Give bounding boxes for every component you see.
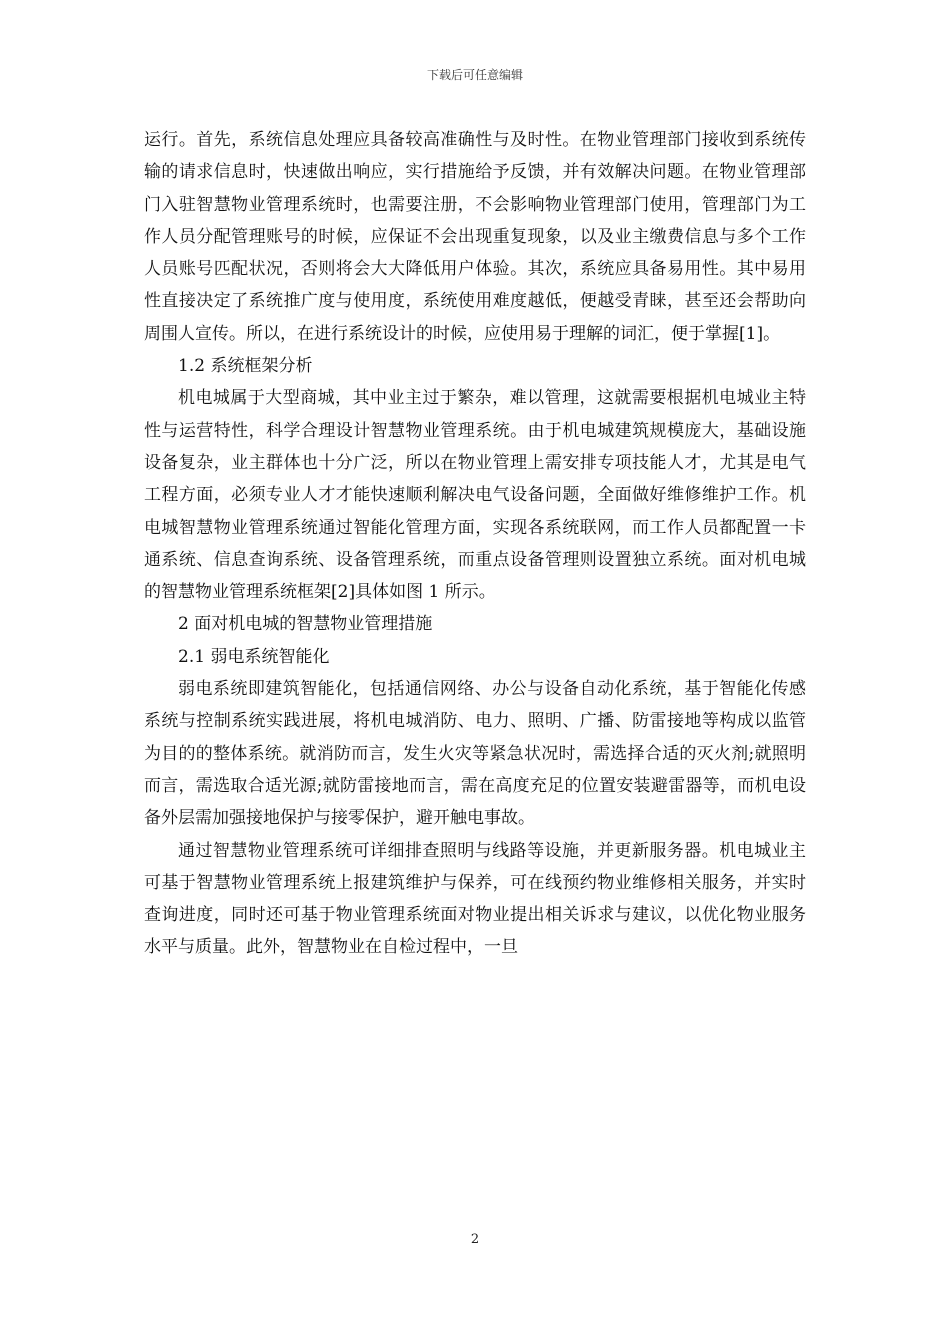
section-heading-2-1: 2.1 弱电系统智能化 <box>178 646 330 667</box>
paragraph-4: 通过智慧物业管理系统可详细排查照明与线路等设施，并更新服务器。机电城业主可基于智慧物业管理系统上报建筑维护与保养，可在线预约物业维修相关服务，并实时查询进度，同时还可基于物业管理系统面对物业提出相关诉求与建议，以优化物业服务水平与质量。此外，智慧物业在自检过程中，一旦 <box>144 840 806 958</box>
page-header: 下载后可任意编辑 <box>426 68 523 82</box>
paragraph-1: 运行。首先，系统信息处理应具备较高准确性与及时性。在物业管理部门接收到系统传输的请求信息时，快速做出响应，实行措施给予反馈，并有效解决问题。在物业管理部门入驻智慧物业管理系统时，也需要注册，不会影响物业管理部门使用，管理部门为工作人员分配管理账号的时候，应保证不会出现重复现象，以及业主缴费信息与多个工作人员账号匹配状况，否则将会大大降低用户体验。其次，系统应具备易用性。其中易用性直接决定了系统推广度与使用度，系统使用难度越低，便越受青睐，甚至还会帮助向周围人宣传。所以，在进行系统设计的时候，应使用易于理解的词汇，便于掌握[1]。 <box>144 130 806 344</box>
section-heading-2: 2 面对机电城的智慧物业管理措施 <box>178 614 433 635</box>
paragraph-3: 弱电系统即建筑智能化，包括通信网络、办公与设备自动化系统，基于智能化传感系统与控制系统实践进展，将机电城消防、电力、照明、广播、防雷接地等构成以监管为目的的整体系统。就消防而言，发生火灾等紧急状况时，需选择合适的灭火剂;就照明而言，需选取合适光源;就防雷接地而言，需在高度充足的位置安装避雷器等，而机电设备外层需加强接地保护与接零保护，避开触电事故。 <box>144 679 806 829</box>
page-number: 2 <box>470 1232 480 1247</box>
document-body <box>144 124 806 964</box>
section-heading-1-2: 1.2 系统框架分析 <box>178 356 313 377</box>
paragraph-2: 机电城属于大型商城，其中业主过于繁杂，难以管理，这就需要根据机电城业主特性与运营特性，科学合理设计智慧物业管理系统。由于机电城建筑规模庞大，基础设施设备复杂，业主群体也十分广泛，所以在物业管理上需安排专项技能人才，尤其是电气工程方面，必须专业人才才能快速顺利解决电气设备问题，全面做好维修维护工作。机电城智慧物业管理系统通过智能化管理方面，实现各系统联网，而工作人员都配置一卡通系统、信息查询系统、设备管理系统，而重点设备管理则设置独立系统。面对机电城的智慧物业管理系统框架[2]具体如图 1 所示。 <box>144 388 806 603</box>
